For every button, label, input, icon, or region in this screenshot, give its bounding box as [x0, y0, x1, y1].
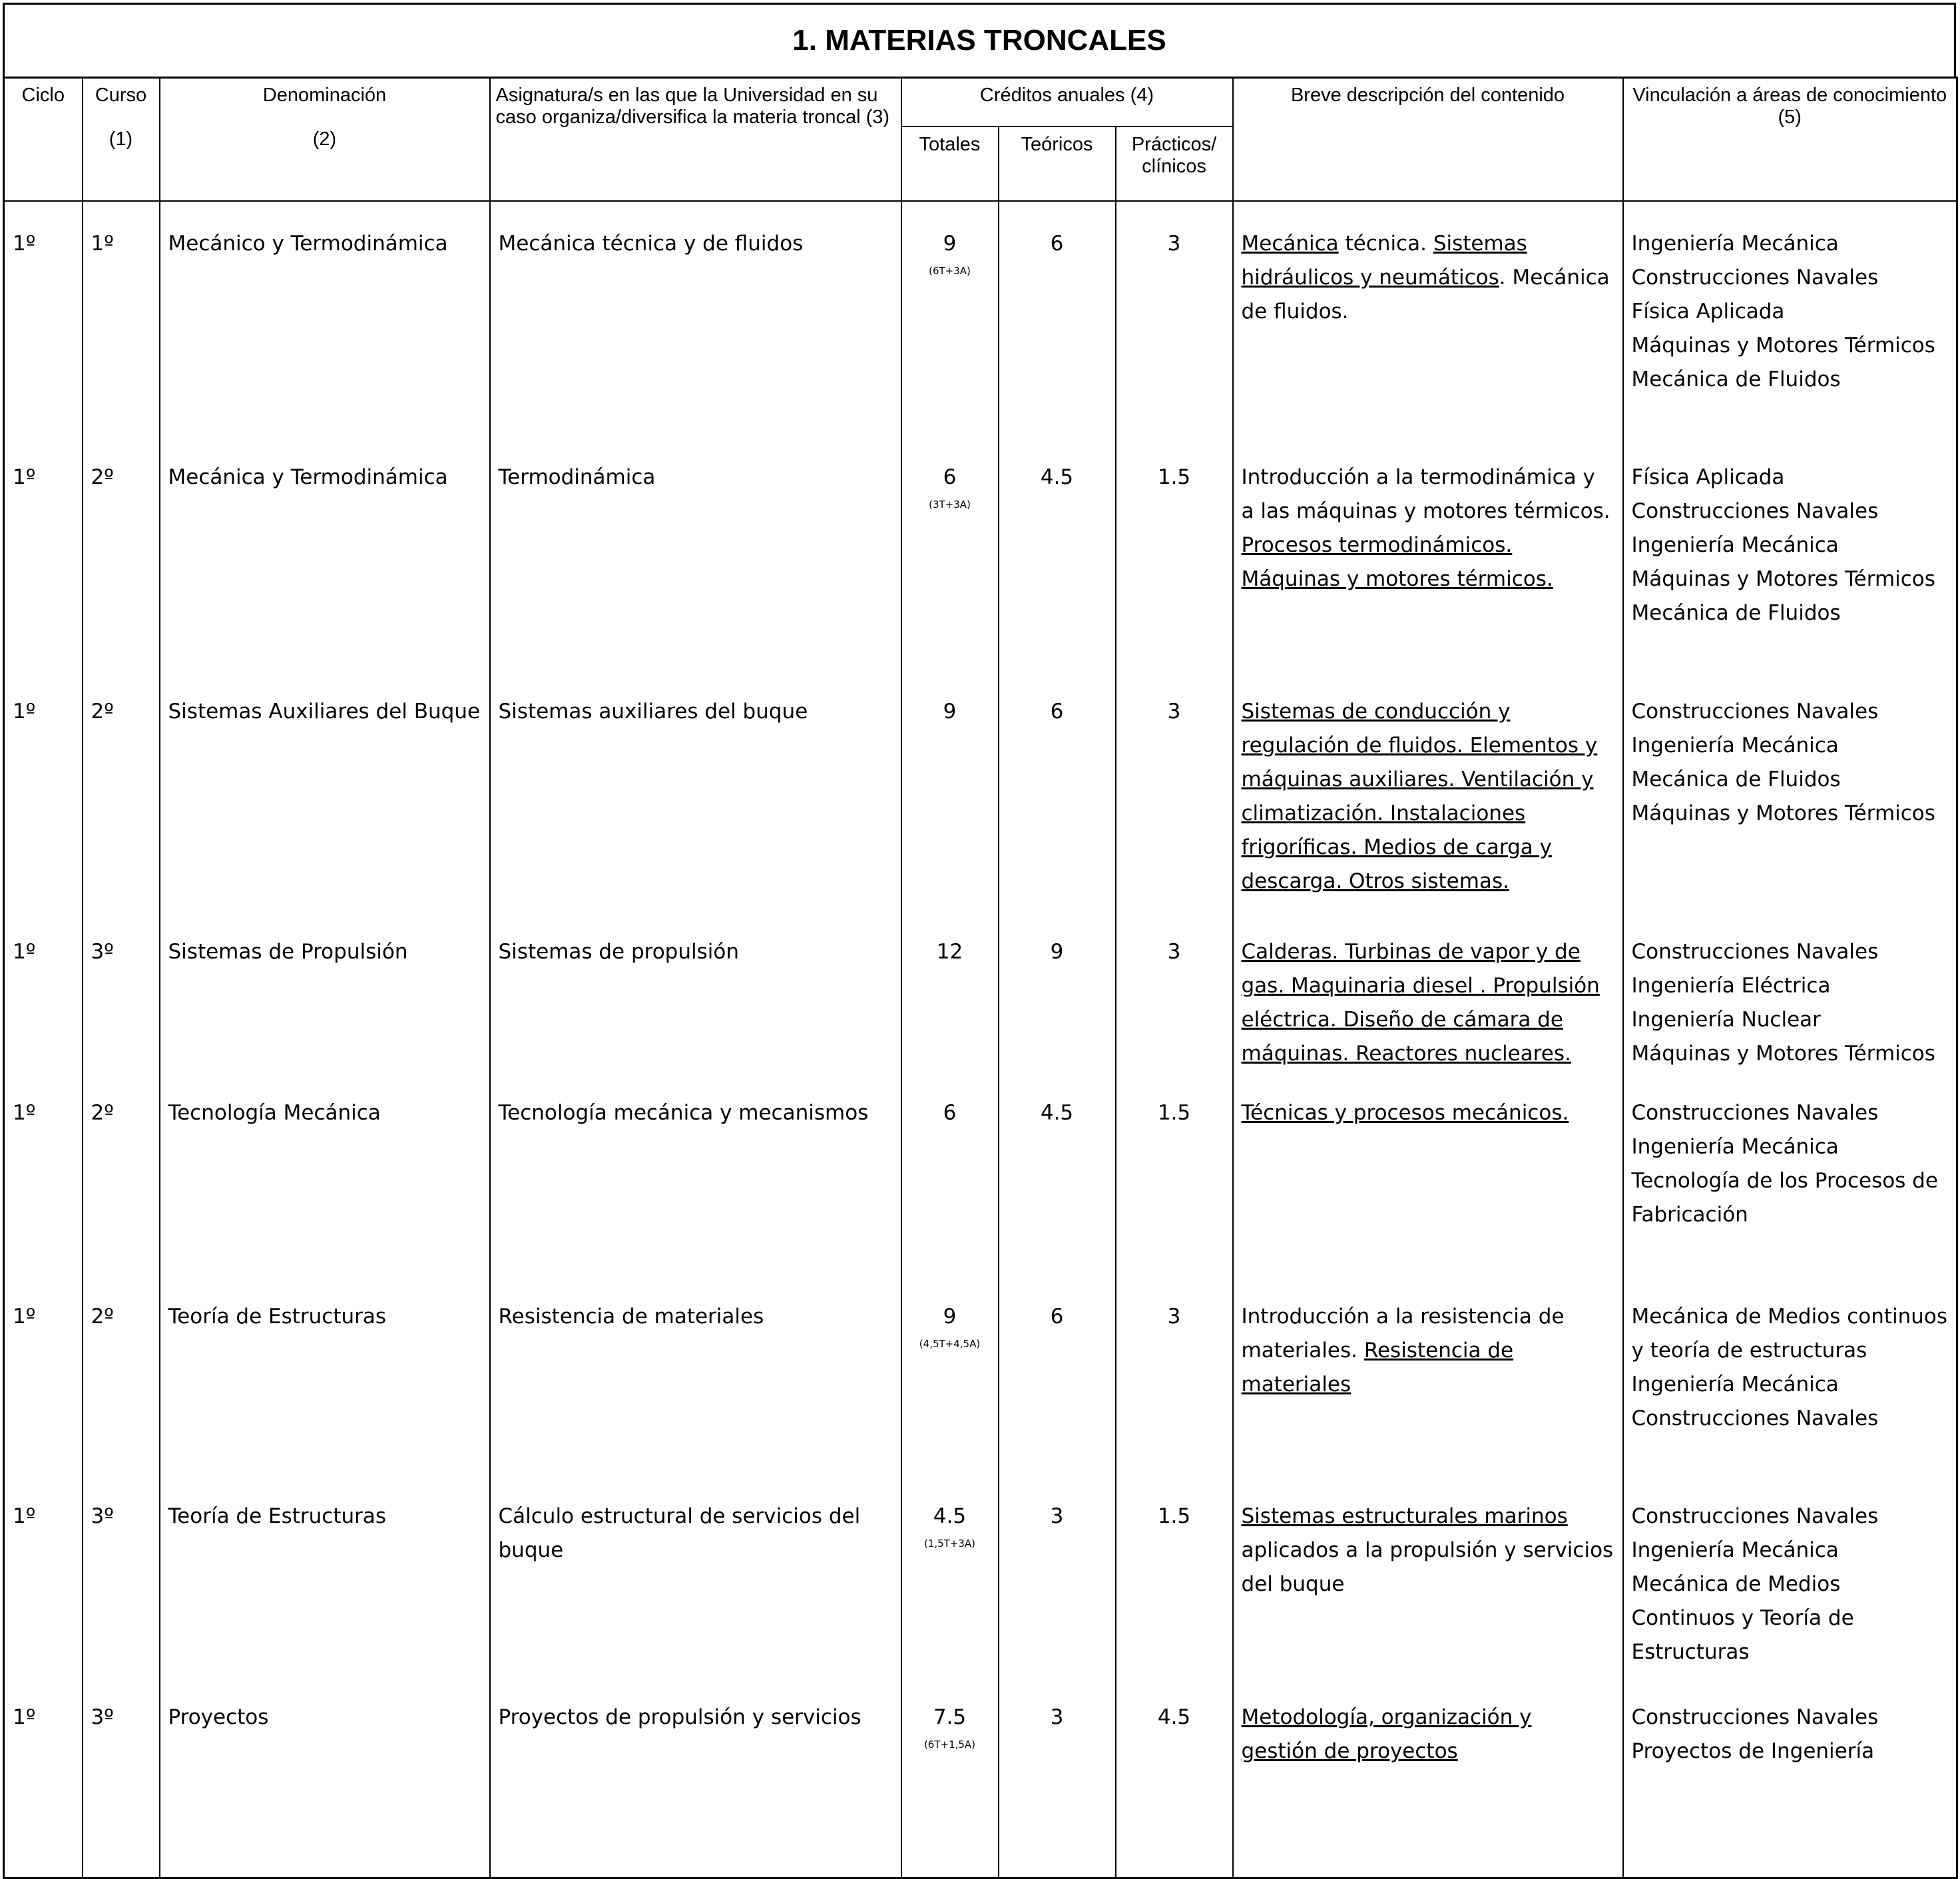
- totales-value: 7.5: [933, 1705, 967, 1729]
- curso-value: 2º: [91, 1101, 114, 1125]
- totales-breakdown: (3T+3A): [929, 499, 971, 511]
- areas-cell: [1623, 910, 1957, 1071]
- table-body: [4, 201, 1957, 1878]
- teoricos-cell: [999, 1275, 1116, 1474]
- totales-value: 6: [943, 1101, 957, 1125]
- denominacion-value: Tecnología Mecánica: [168, 1101, 381, 1125]
- descripcion-segment: Sistemas estructurales marinos: [1241, 1504, 1568, 1528]
- area-item: Mecánica de Medios continuos y teoría de estructuras: [1631, 1305, 1948, 1362]
- totales-value: 9: [943, 700, 957, 724]
- teoricos-cell: [999, 670, 1116, 910]
- denominacion-cell: [160, 670, 490, 910]
- curso-value: 3º: [91, 940, 114, 964]
- ciclo-cell: [4, 1474, 83, 1675]
- practicos-cell: [1116, 1071, 1233, 1275]
- totales-breakdown: (4,5T+4,5A): [919, 1338, 981, 1350]
- practicos-value: 3: [1167, 700, 1181, 724]
- ciclo-cell: [4, 435, 83, 670]
- asignatura-cell: [490, 910, 901, 1071]
- header-asignatura: Asignatura/s en las que la Universidad en su caso organiza/diversifica la materia troncal (3): [490, 77, 901, 201]
- teoricos-value: 3: [1050, 1504, 1064, 1528]
- asignatura-value: Sistemas de propulsión: [498, 940, 739, 964]
- table-row: [4, 435, 1957, 670]
- ciclo-value: 1º: [13, 1305, 36, 1329]
- practicos-value: 4.5: [1157, 1705, 1191, 1729]
- asignatura-cell: [490, 1474, 901, 1675]
- areas-cell: [1623, 1071, 1957, 1275]
- curso-value: 2º: [91, 465, 114, 489]
- areas-cell: [1623, 1675, 1957, 1878]
- totales-cell: [901, 201, 999, 435]
- totales-breakdown: (1,5T+3A): [923, 1538, 976, 1550]
- totales-value: 4.5: [933, 1504, 967, 1528]
- area-item: Mecánica de Medios Continuos y Teoría de Estructuras: [1631, 1572, 1854, 1664]
- ciclo-value: 1º: [13, 465, 36, 489]
- denominacion-cell: [160, 910, 490, 1071]
- curso-cell: [83, 201, 160, 435]
- practicos-value: 3: [1167, 232, 1181, 256]
- practicos-cell: [1116, 670, 1233, 910]
- header-vinculacion: Vinculación a áreas de conocimiento (5): [1623, 77, 1957, 201]
- area-item: Construcciones Navales: [1631, 940, 1879, 964]
- areas-cell: [1623, 1275, 1957, 1474]
- curso-cell: [83, 435, 160, 670]
- area-item: Proyectos de Ingeniería: [1631, 1739, 1875, 1763]
- denominacion-value: Mecánica y Termodinámica: [168, 465, 448, 489]
- ciclo-cell: [4, 1071, 83, 1275]
- curso-cell: [83, 1071, 160, 1275]
- totales-value: 9: [943, 1305, 957, 1329]
- teoricos-value: 4.5: [1040, 465, 1074, 489]
- area-item: Ingeniería Eléctrica: [1631, 974, 1831, 998]
- totales-cell: [901, 1275, 999, 1474]
- totales-cell: [901, 670, 999, 910]
- area-item: Ingeniería Nuclear: [1631, 1008, 1821, 1032]
- descripcion-segment: Introducción a la resistencia de materiales.: [1241, 1305, 1565, 1362]
- asignatura-value: Cálculo estructural de servicios del buque: [498, 1504, 861, 1562]
- asignatura-value: Mecánica técnica y de fluidos: [498, 232, 804, 256]
- curso-cell: [83, 1675, 160, 1878]
- practicos-value: 3: [1167, 940, 1181, 964]
- materias-table: [3, 77, 1958, 1879]
- teoricos-cell: [999, 1071, 1116, 1275]
- header-practicos: Prácticos/ clínicos: [1116, 126, 1233, 201]
- teoricos-value: 3: [1050, 1705, 1064, 1729]
- area-item: Tecnología de los Procesos de Fabricación: [1631, 1169, 1938, 1227]
- descripcion-cell: [1233, 1071, 1623, 1275]
- teoricos-value: 6: [1050, 232, 1064, 256]
- denominacion-cell: [160, 201, 490, 435]
- descripcion-segment: Calderas. Turbinas de vapor y de gas. Maquinaria diesel . Propulsión eléctrica. Diseño de cámara de máquinas. Reactores nucleares.: [1241, 940, 1600, 1066]
- table-row: [4, 1071, 1957, 1275]
- ciclo-value: 1º: [13, 232, 36, 256]
- document-page: [3, 3, 1956, 1825]
- curso-cell: [83, 670, 160, 910]
- asignatura-value: Tecnología mecánica y mecanismos: [498, 1101, 869, 1125]
- asignatura-value: Termodinámica: [498, 465, 656, 489]
- table-row: [4, 910, 1957, 1071]
- area-item: Mecánica de Fluidos: [1631, 767, 1841, 791]
- denominacion-value: Sistemas de Propulsión: [168, 940, 408, 964]
- area-item: Construcciones Navales: [1631, 1406, 1879, 1430]
- denominacion-value: Teoría de Estructuras: [168, 1305, 387, 1329]
- area-item: Mecánica de Fluidos: [1631, 601, 1841, 625]
- ciclo-cell: [4, 1675, 83, 1878]
- area-item: Ingeniería Mecánica: [1631, 232, 1839, 256]
- curso-cell: [83, 910, 160, 1071]
- practicos-cell: [1116, 910, 1233, 1071]
- descripcion-segment: Sistemas de conducción y regulación de fluidos. Elementos y máquinas auxiliares. Ventilación y climatización. Instalaciones frigoríficas. Medios de carga y descarga. Otros sistemas.: [1241, 700, 1598, 893]
- descripcion-segment: Sistemas hidráulicos y neumáticos: [1241, 232, 1527, 290]
- practicos-value: 1.5: [1157, 1504, 1191, 1528]
- descripcion-cell: [1233, 910, 1623, 1071]
- descripcion-cell: [1233, 201, 1623, 435]
- asignatura-cell: [490, 201, 901, 435]
- denominacion-cell: [160, 1275, 490, 1474]
- practicos-cell: [1116, 435, 1233, 670]
- denominacion-cell: [160, 1675, 490, 1878]
- curso-value: 1º: [91, 232, 114, 256]
- teoricos-cell: [999, 435, 1116, 670]
- totales-cell: [901, 1675, 999, 1878]
- denominacion-value: Teoría de Estructuras: [168, 1504, 387, 1528]
- area-item: Ingeniería Mecánica: [1631, 733, 1839, 757]
- descripcion-segment: Resistencia de materiales: [1241, 1339, 1514, 1396]
- area-item: Máquinas y Motores Térmicos: [1631, 801, 1935, 825]
- descripcion-cell: [1233, 1675, 1623, 1878]
- area-item: Máquinas y Motores Térmicos: [1631, 567, 1935, 591]
- descripcion-segment: Técnicas y procesos mecánicos.: [1241, 1101, 1569, 1125]
- practicos-cell: [1116, 201, 1233, 435]
- area-item: Ingeniería Mecánica: [1631, 533, 1839, 557]
- header-teoricos: Teóricos: [999, 126, 1116, 201]
- descripcion-segment: Procesos termodinámicos. Máquinas y motores térmicos.: [1241, 533, 1553, 591]
- areas-cell: [1623, 1474, 1957, 1675]
- totales-cell: [901, 910, 999, 1071]
- table-row: [4, 670, 1957, 910]
- teoricos-value: 6: [1050, 700, 1064, 724]
- header-curso: Curso (1): [83, 77, 160, 201]
- area-item: Ingeniería Mecánica: [1631, 1135, 1839, 1159]
- denominacion-cell: [160, 1474, 490, 1675]
- teoricos-cell: [999, 201, 1116, 435]
- area-item: Máquinas y Motores Térmicos: [1631, 333, 1935, 357]
- asignatura-value: Sistemas auxiliares del buque: [498, 700, 808, 724]
- descripcion-segment: técnica.: [1338, 232, 1433, 256]
- area-item: Ingeniería Mecánica: [1631, 1538, 1839, 1562]
- area-item: Construcciones Navales: [1631, 266, 1879, 290]
- asignatura-cell: [490, 1675, 901, 1878]
- header-totales: Totales: [901, 126, 999, 201]
- descripcion-cell: [1233, 435, 1623, 670]
- area-item: Física Aplicada: [1631, 300, 1785, 323]
- areas-cell: [1623, 201, 1957, 435]
- asignatura-cell: [490, 1275, 901, 1474]
- area-item: Ingeniería Mecánica: [1631, 1372, 1839, 1396]
- ciclo-value: 1º: [13, 1705, 36, 1729]
- descripcion-segment: Metodología, organización y gestión de proyectos: [1241, 1705, 1532, 1763]
- curso-value: 2º: [91, 700, 114, 724]
- table-row: [4, 1275, 1957, 1474]
- teoricos-cell: [999, 1474, 1116, 1675]
- header-ciclo: Ciclo: [4, 77, 83, 201]
- table-row: [4, 201, 1957, 435]
- header-descripcion: Breve descripción del contenido: [1233, 77, 1623, 201]
- ciclo-value: 1º: [13, 1101, 36, 1125]
- descripcion-cell: [1233, 1275, 1623, 1474]
- practicos-value: 1.5: [1157, 465, 1191, 489]
- totales-value: 9: [943, 232, 957, 256]
- denominacion-cell: [160, 435, 490, 670]
- descripcion-cell: [1233, 670, 1623, 910]
- teoricos-value: 4.5: [1040, 1101, 1074, 1125]
- practicos-cell: [1116, 1675, 1233, 1878]
- curso-cell: [83, 1474, 160, 1675]
- areas-cell: [1623, 435, 1957, 670]
- descripcion-segment: . Mecánica de fluidos.: [1241, 266, 1610, 323]
- practicos-cell: [1116, 1275, 1233, 1474]
- teoricos-value: 6: [1050, 1305, 1064, 1329]
- ciclo-cell: [4, 1275, 83, 1474]
- totales-value: 12: [936, 940, 963, 964]
- practicos-cell: [1116, 1474, 1233, 1675]
- ciclo-value: 1º: [13, 940, 36, 964]
- area-item: Construcciones Navales: [1631, 1705, 1879, 1729]
- area-item: Mecánica de Fluidos: [1631, 367, 1841, 391]
- totales-cell: [901, 1071, 999, 1275]
- ciclo-value: 1º: [13, 700, 36, 724]
- denominacion-cell: [160, 1071, 490, 1275]
- denominacion-value: Sistemas Auxiliares del Buque: [168, 700, 481, 724]
- ciclo-cell: [4, 910, 83, 1071]
- asignatura-value: Proyectos de propulsión y servicios: [498, 1705, 861, 1729]
- descripcion-segment: aplicados a la propulsión y servicios del buque: [1241, 1538, 1614, 1596]
- totales-value: 6: [943, 465, 957, 489]
- denominacion-value: Proyectos: [168, 1705, 269, 1729]
- area-item: Construcciones Navales: [1631, 700, 1879, 724]
- area-item: Construcciones Navales: [1631, 499, 1879, 523]
- asignatura-cell: [490, 1071, 901, 1275]
- header-denominacion: Denominación (2): [160, 77, 490, 201]
- totales-cell: [901, 435, 999, 670]
- table-row: [4, 1675, 1957, 1878]
- header-creditos: Créditos anuales (4): [901, 77, 1233, 126]
- area-item: Construcciones Navales: [1631, 1504, 1879, 1528]
- teoricos-value: 9: [1050, 940, 1064, 964]
- asignatura-value: Resistencia de materiales: [498, 1305, 764, 1329]
- asignatura-cell: [490, 670, 901, 910]
- ciclo-value: 1º: [13, 1504, 36, 1528]
- area-item: Física Aplicada: [1631, 465, 1785, 489]
- curso-value: 2º: [91, 1305, 114, 1329]
- practicos-value: 3: [1167, 1305, 1181, 1329]
- table-title: 1. MATERIAS TRONCALES: [3, 3, 1956, 79]
- descripcion-segment: Mecánica: [1241, 232, 1339, 256]
- ciclo-cell: [4, 670, 83, 910]
- teoricos-cell: [999, 910, 1116, 1071]
- curso-value: 3º: [91, 1504, 114, 1528]
- practicos-value: 1.5: [1157, 1101, 1191, 1125]
- areas-cell: [1623, 670, 1957, 910]
- area-item: Construcciones Navales: [1631, 1101, 1879, 1125]
- descripcion-segment: Introducción a la termodinámica y a las máquinas y motores térmicos.: [1241, 465, 1610, 523]
- curso-cell: [83, 1275, 160, 1474]
- table-row: [4, 1474, 1957, 1675]
- teoricos-cell: [999, 1675, 1116, 1878]
- curso-value: 3º: [91, 1705, 114, 1729]
- ciclo-cell: [4, 201, 83, 435]
- area-item: Máquinas y Motores Térmicos: [1631, 1042, 1935, 1066]
- totales-cell: [901, 1474, 999, 1675]
- denominacion-value: Mecánico y Termodinámica: [168, 232, 448, 256]
- totales-breakdown: (6T+1,5A): [923, 1739, 976, 1751]
- descripcion-cell: [1233, 1474, 1623, 1675]
- asignatura-cell: [490, 435, 901, 670]
- totales-breakdown: (6T+3A): [929, 265, 971, 277]
